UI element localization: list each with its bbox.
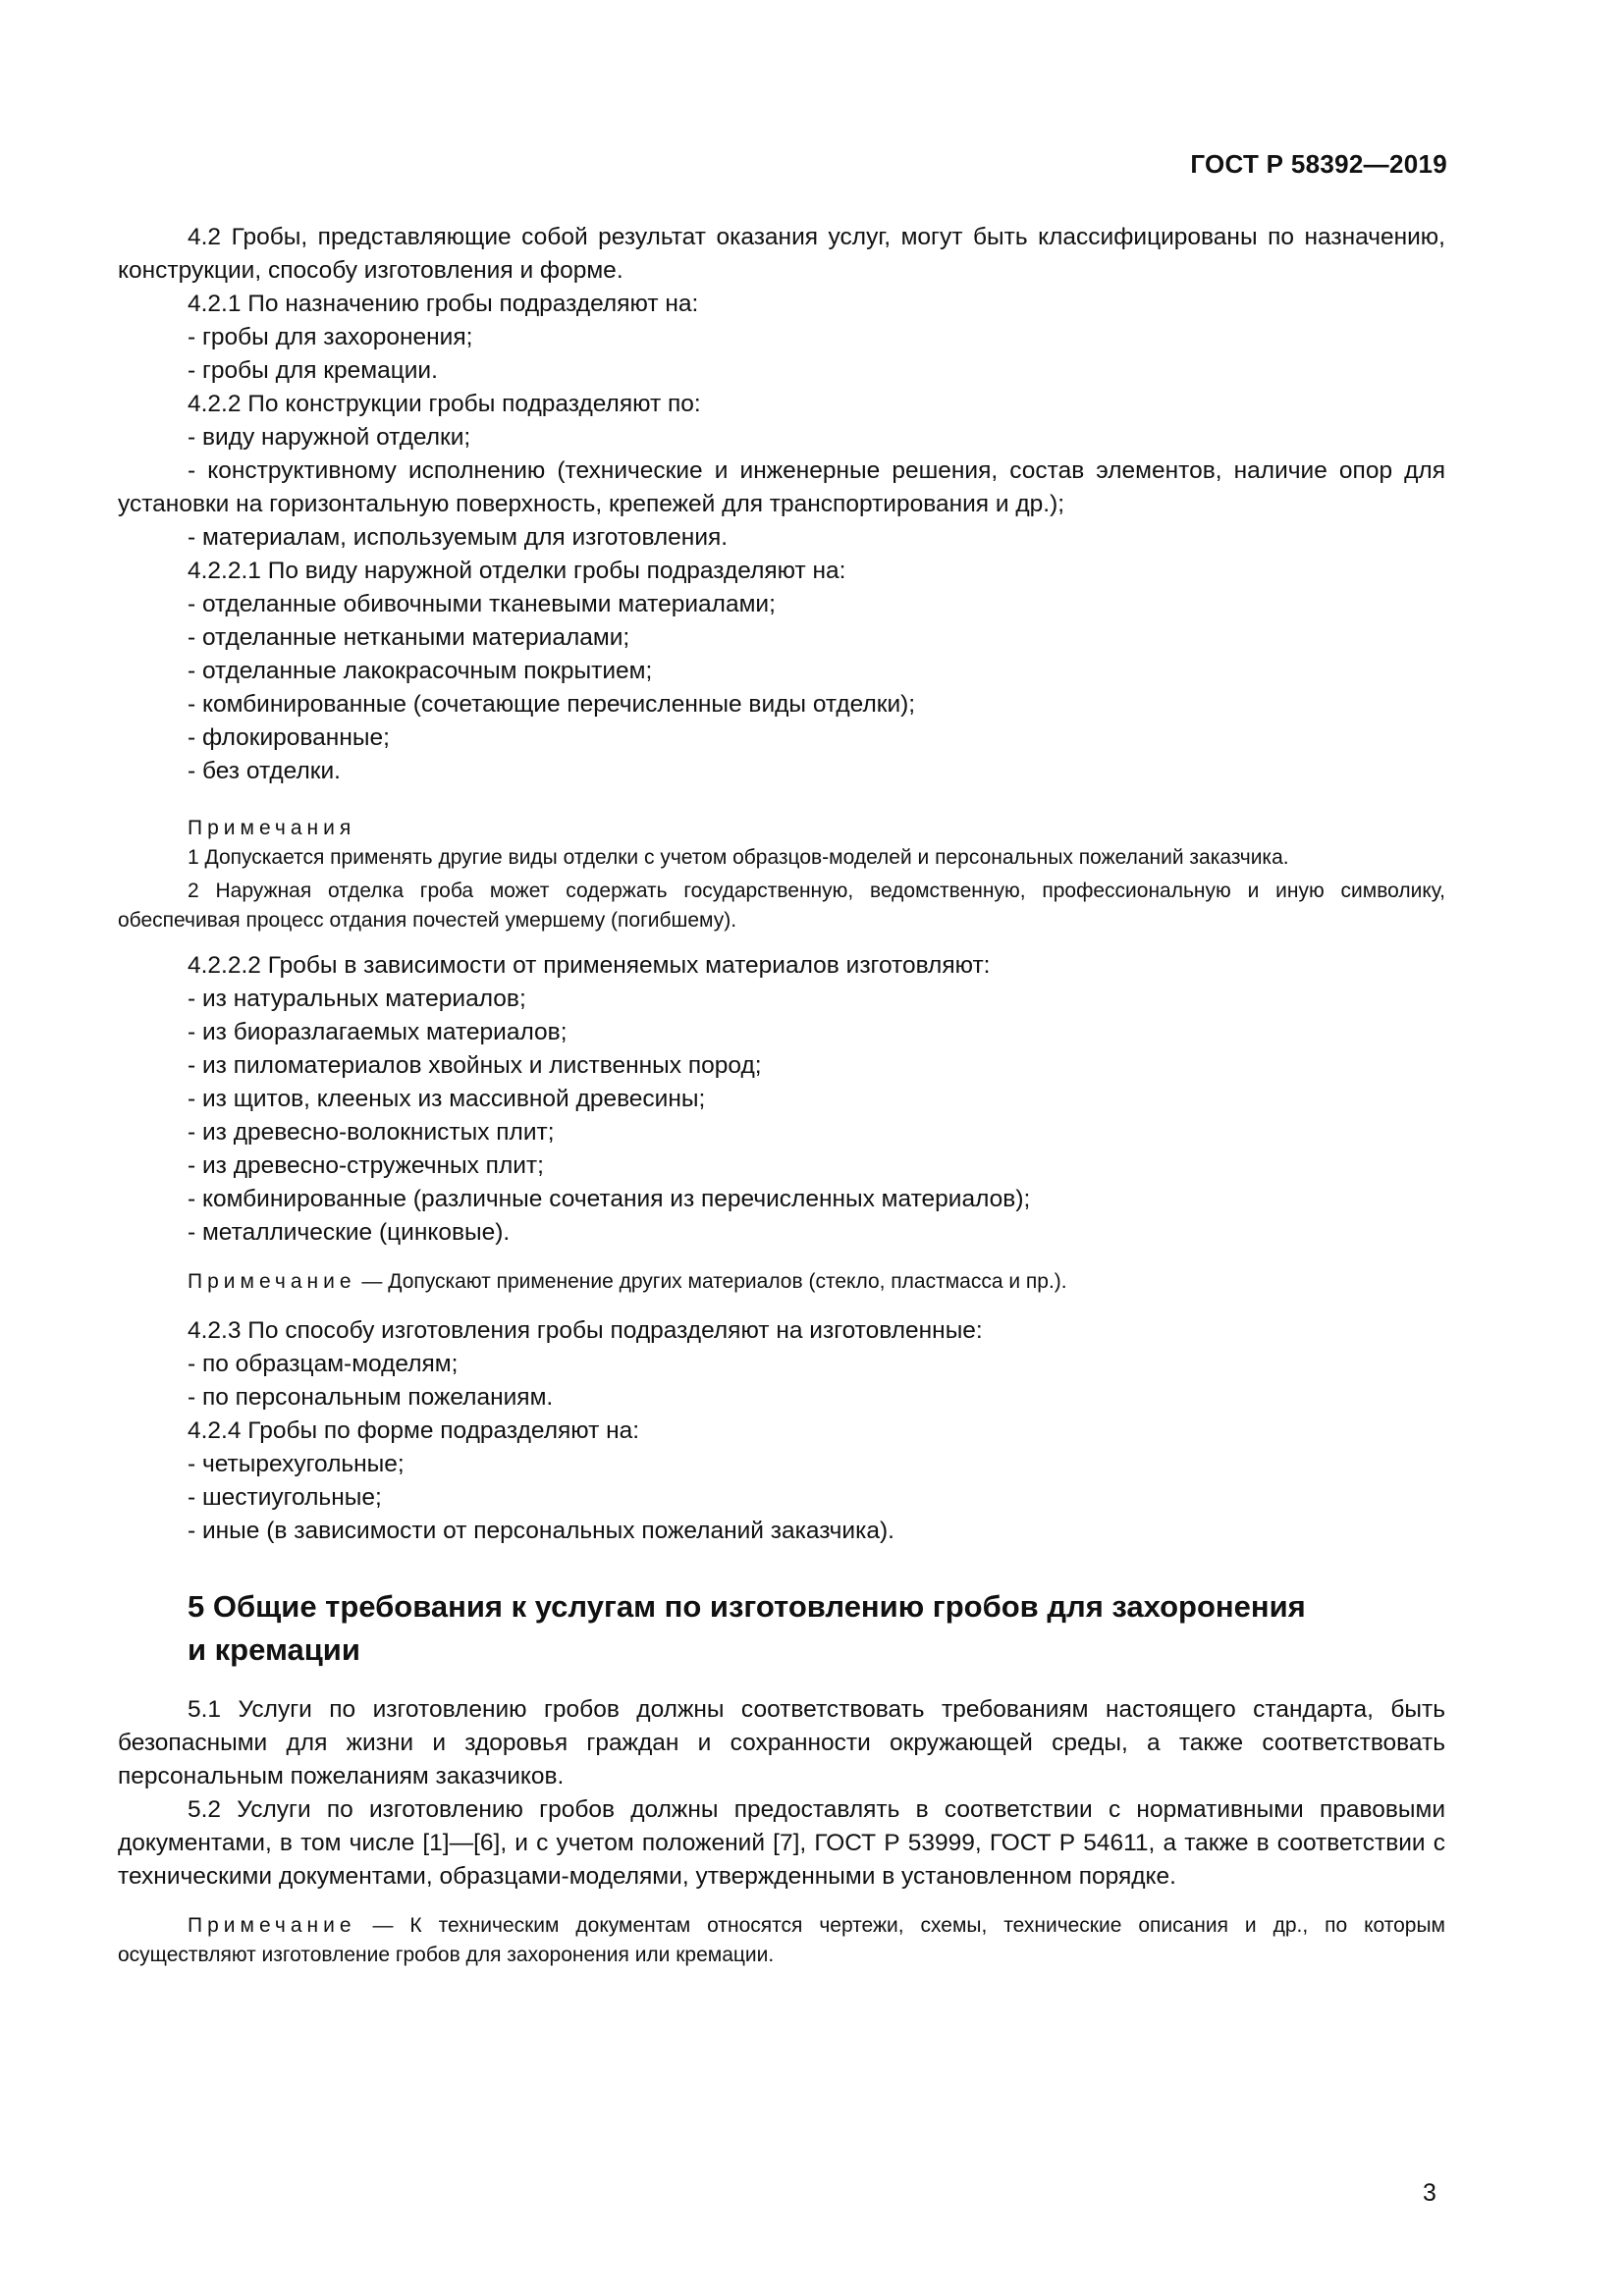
clause-4-2-2-1: 4.2.2.1 По виду наружной отделки гробы подразделяют на: [188, 558, 846, 584]
paragraph-5-2: 5.2 Услуги по изготовлению гробов должны предоставлять в соответствии с нормативными правовыми документами, в том числе [1]—[6], и с учетом положений [7], ГОСТ Р 53999, ГОСТ Р 54611, а также в соответствии с техническими документами, образцами-моделями, утвержденными в установленном порядке. [118, 1796, 1445, 1890]
spacer [118, 1250, 1445, 1267]
clause-4-2-2-2: 4.2.2.2 Гробы в зависимости от применяемых материалов изготовляют: [188, 952, 991, 979]
list-item: - комбинированные (сочетающие перечисленные виды отделки); [188, 691, 916, 718]
list-item: - по образцам-моделям; [188, 1351, 459, 1377]
clause-4-2-2: 4.2.2 По конструкции гробы подразделяют по: [188, 391, 701, 417]
list-item-wrapped: - конструктивному исполнению (технические и инженерные решения, состав элементов, наличие опор для установки на горизонтальную поверхность, крепежей для транспортирования и др.); [118, 457, 1445, 517]
note-technical-documents [118, 1911, 1445, 1970]
list-item: - из натуральных материалов; [188, 986, 526, 1012]
list-item: - отделанные лакокрасочным покрытием; [188, 658, 653, 684]
paragraph-5-1: 5.1 Услуги по изготовлению гробов должны соответствовать требованиям настоящего стандарта, быть безопасными для жизни и здоровья граждан и сохранности окружающей среды, а также соответствовать персональным пожеланиям заказчиков. [118, 1696, 1445, 1789]
list-item: - флокированные; [188, 724, 390, 751]
note-text: — Допускают применение других материалов (стекло, пластмасса и пр.). [355, 1270, 1067, 1293]
list-item: - из пиломатериалов хвойных и лиственных пород; [188, 1052, 762, 1079]
list-item: - металлические (цинковые). [188, 1219, 511, 1246]
spacer [118, 1672, 1445, 1693]
list-item: - шестиугольные; [188, 1484, 382, 1511]
list-item: - четырехугольные; [188, 1451, 405, 1477]
list-item: - без отделки. [188, 758, 341, 784]
list-item: - гробы для захоронения; [188, 324, 473, 350]
list-item: - отделанные неткаными материалами; [188, 624, 630, 651]
list-item: - виду наружной отделки; [188, 424, 471, 451]
clause-4-2-4: 4.2.4 Гробы по форме подразделяют на: [188, 1417, 640, 1444]
clause-4-2-1: 4.2.1 По назначению гробы подразделяют на: [188, 291, 699, 317]
list-item: - из биоразлагаемых материалов; [188, 1019, 568, 1045]
list-item: - из древесно-волокнистых плит; [188, 1119, 555, 1146]
clause-4-2-3: 4.2.3 По способу изготовления гробы подразделяют на изготовленные: [188, 1317, 983, 1344]
note-materials [118, 1267, 1445, 1297]
note-label: Примечание [188, 1270, 356, 1293]
list-item: - комбинированные (различные сочетания из перечисленных материалов); [188, 1186, 1031, 1212]
note-item: 2 Наружная отделка гроба может содержать государственную, ведомственную, профессиональную и иную символику, обеспечивая процесс отдания почестей умершему (погибшему). [118, 880, 1445, 932]
note-text: — К техническим документам относятся чертежи, схемы, технические описания и др., по которым осуществляют изготовление гробов для захоронения или кремации. [118, 1914, 1445, 1966]
section-5-title-line-2: и кремации [188, 1632, 360, 1667]
paragraph-4-2: 4.2 Гробы, представляющие собой результат оказания услуг, могут быть классифицированы по назначению, конструкции, способу изготовления и форме. [118, 224, 1445, 284]
note-label: Примечание [188, 1914, 356, 1937]
spacer [118, 1894, 1445, 1911]
list-item: - гробы для кремации. [188, 357, 438, 384]
list-item: - материалам, используемым для изготовления. [188, 524, 729, 551]
spacer [118, 1548, 1445, 1585]
section-5-title-line-1: 5 Общие требования к услугам по изготовлению гробов для захоронения [188, 1589, 1306, 1624]
list-item: - иные (в зависимости от персональных пожеланий заказчика). [188, 1518, 894, 1544]
spacer [118, 1297, 1445, 1314]
spacer [118, 935, 1445, 949]
list-item: - из щитов, клееных из массивной древесины; [188, 1086, 706, 1112]
note-item: 1 Допускается применять другие виды отделки с учетом образцов-моделей и персональных пожеланий заказчика. [188, 846, 1289, 869]
list-item: - отделанные обивочными тканевыми материалами; [188, 591, 776, 617]
list-item: - из древесно-стружечных плит; [188, 1152, 544, 1179]
list-item: - по персональным пожеланиям. [188, 1384, 554, 1411]
notes-title: Примечания [188, 817, 356, 839]
page-number: 3 [1423, 2179, 1436, 2207]
standard-designation: ГОСТ Р 58392—2019 [1190, 149, 1447, 179]
page-content [118, 221, 1445, 1970]
spacer [118, 788, 1445, 814]
